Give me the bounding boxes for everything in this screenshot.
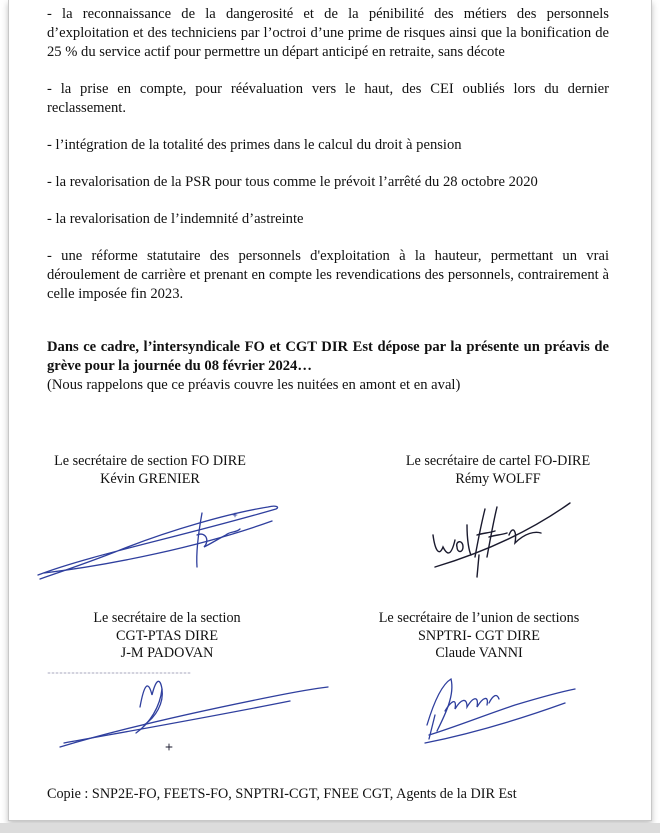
signatory-name: Claude VANNI (435, 645, 523, 661)
signatory-role: Le secrétaire de la section (93, 610, 241, 626)
signatory-org: CGT-PTAS DIRE (116, 627, 218, 644)
signature-vanni (415, 665, 585, 755)
copy-recipients: Copie : SNP2E-FO, FEETS-FO, SNPTRI-CGT, FNEE CGT, Agents de la DIR Est (47, 786, 517, 802)
document-body (47, 5, 609, 395)
signature-grenier (30, 495, 290, 590)
signature-wolff (425, 495, 575, 585)
signatory-cgt-section (67, 610, 267, 663)
demand-item: - la revalorisation de l’indemnité d’astreinte (47, 211, 304, 227)
signature-padovan (40, 667, 340, 767)
page-bottom-band (0, 823, 660, 833)
signatory-fo-cartel (398, 453, 598, 488)
demand-item: - la prise en compte, pour réévaluation vers le haut, des CEI oubliés lors du dernier reclassement. (47, 81, 609, 116)
signatory-fo-section (47, 453, 253, 488)
signatory-org: SNPTRI- CGT DIRE (418, 627, 540, 644)
demand-item: - une réforme statutaire des personnels d'exploitation à la hauteur, permettant un vrai déroulement de carrière et prenant en compte les revendications des personnels, contrairement à celle imposée fin 2023. (47, 248, 609, 302)
signatory-role: Le secrétaire de cartel FO-DIRE (405, 453, 591, 469)
signatory-name: J-M PADOVAN (120, 645, 214, 661)
signatory-role: Le secrétaire de section FO DIRE (54, 453, 246, 469)
demand-item: - la revalorisation de la PSR pour tous comme le prévoit l’arrêté du 28 octobre 2020 (47, 174, 538, 190)
signatory-cgt-union (366, 610, 592, 663)
signatory-name: Rémy WOLFF (455, 470, 541, 487)
strike-notice: Dans ce cadre, l’intersyndicale FO et CGT DIR Est dépose par la présente un préavis de grève pour la journée du 08 février 2024… (47, 339, 609, 374)
signatory-role: Le secrétaire de l’union de sections (378, 610, 580, 626)
signatory-name: Kévin GRENIER (100, 470, 200, 487)
demand-item: - l’intégration de la totalité des primes dans le calcul du droit à pension (47, 137, 462, 153)
strike-note: (Nous rappelons que ce préavis couvre les nuitées en amont et en aval) (47, 377, 461, 393)
demand-item: - la reconnaissance de la dangerosité et de la pénibilité des métiers des personnels d’exploitation et des techniciens par l’octroi d’une prime de risques ainsi que la bonification de 25 % du service actif pour permettre un départ anticipé en retraite, sans décote (47, 6, 609, 60)
